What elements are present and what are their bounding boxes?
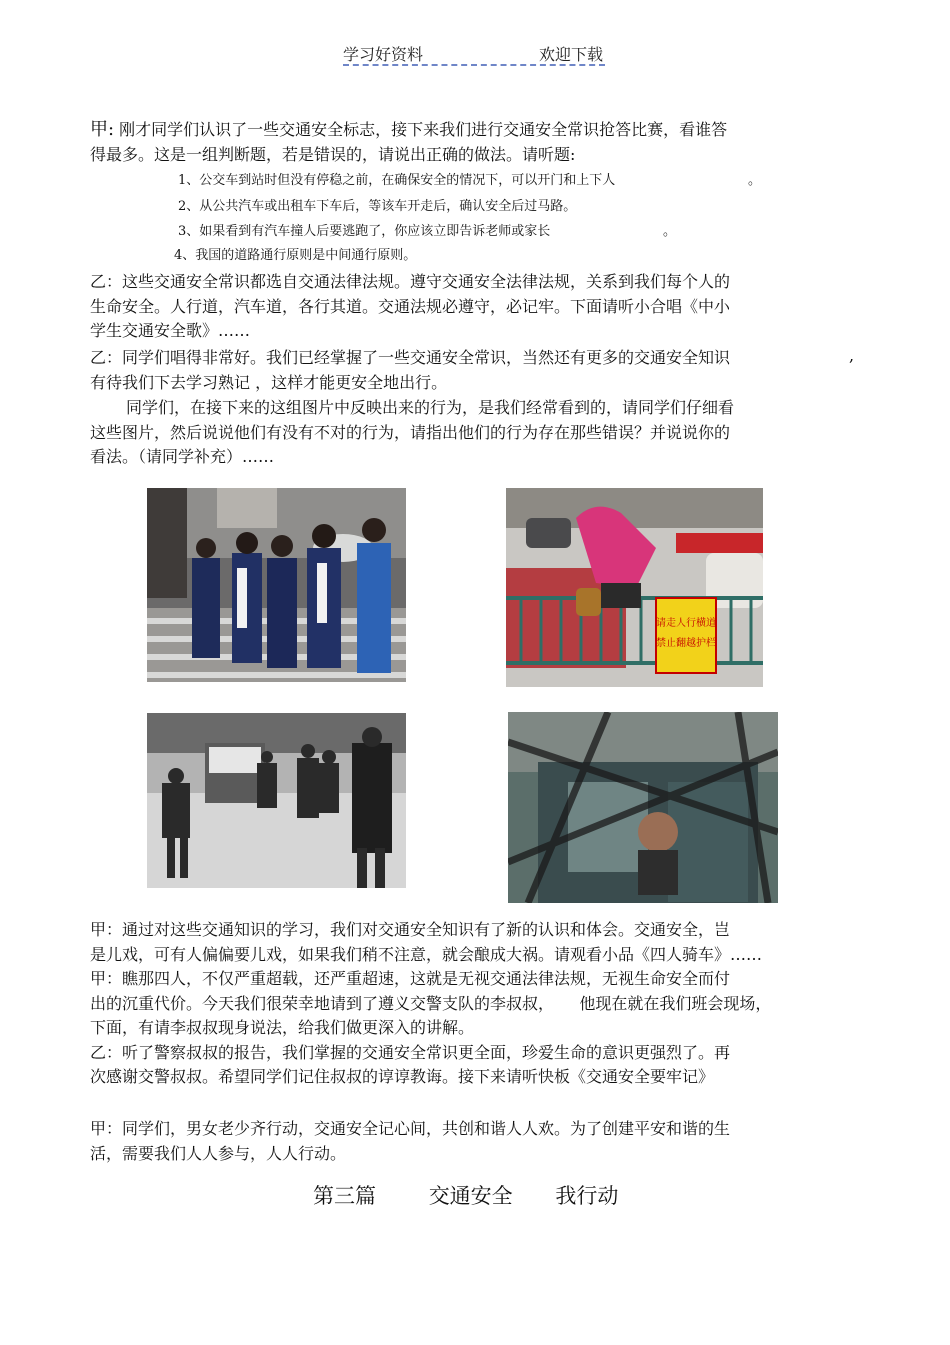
para5-line: 活，需要我们人人参与，人人行动。 [90, 1143, 347, 1163]
skaters-on-road-photo [147, 713, 406, 888]
para5-line: 甲：同学们，男女老少齐行动，交通安全记心间，共创和谐人人欢。为了创建平安和谐的生 [90, 1119, 731, 1138]
para1-line: 学生交通安全歌》…… [90, 321, 251, 340]
question-1-mark: 。 [748, 173, 762, 188]
paragraph-3 [90, 396, 865, 470]
para4-line: 乙：听了警察叔叔的报告，我们掌握的交通安全常识更全面，珍爱生命的意识更强烈了。再 [90, 1042, 731, 1062]
intro-line-1: 刚才同学们认识了一些交通安全标志，接下来我们进行交通安全常识抢答比赛，看谁答 [119, 120, 728, 139]
para2-line: 乙：同学们唱得非常好。我们已经掌握了一些交通安全常识，当然还有更多的交通安全知识 [90, 348, 731, 367]
paragraph-2 [90, 346, 865, 395]
header-left: 学习好资料 [343, 45, 424, 64]
para2-trailing-comma: , [849, 346, 855, 365]
para4-line: 下面，有请李叔叔现身说法，给我们做更深入的讲解。 [90, 1018, 475, 1037]
boy-leaning-out-bus-photo [508, 712, 778, 903]
intro-paragraph [90, 118, 865, 167]
woman-climbing-railing-photo [506, 488, 763, 687]
sign-text-2: 禁止翻越护栏 [656, 638, 716, 649]
header-right: 欢迎下载 [538, 45, 603, 64]
section-title-part-1: 第三篇 [313, 1184, 376, 1208]
question-4: 4、我国的道路通行原则是中间通行原则。 [174, 248, 417, 263]
para4-line: 是儿戏，可有人偏偏要儿戏，如果我们稍不注意，就会酿成大祸。请观看小品《四人骑车》…… [90, 944, 763, 964]
para2-line: 有待我们下去学习熟记 ，这样才能更安全地出行。 [90, 372, 448, 392]
para3-line: 同学们，在接下来的这组图片中反映出来的行为，是我们经常看到的，请同学们仔细看 [126, 398, 735, 417]
speaker-label: 甲: [90, 119, 115, 140]
paragraph-1 [90, 270, 865, 344]
para4-line: 甲：通过对这些交通知识的学习，我们对交通安全知识有了新的认识和体会。交通安全，岂 [90, 920, 731, 939]
question-1: 1、公交车到站时但没有停稳之前，在确保安全的情况下，可以开门和上下人 [178, 173, 616, 188]
para4-line: 甲：瞧那四人，不仅严重超载，还严重超速，这就是无视交通法律法规，无视生命安全而付 [90, 969, 731, 988]
para4-line: 出的沉重代价。今天我们很荣幸地请到了遵义交警支队的李叔叔， 他现在就在我们班会现场， [90, 993, 772, 1013]
paragraph-5 [90, 1117, 865, 1166]
para1-line: 生命安全。人行道，汽车道，各行其道。交通法规必遵守，必记牢。下面请听小合唱《中小 [90, 296, 731, 316]
sign-text-1: 请走人行横道 [656, 618, 716, 629]
question-3: 3、如果看到有汽车撞人后要逃跑了，你应该立即告诉老师或家长 [178, 224, 551, 239]
para1-line: 乙：这些交通安全常识都选自交通法律法规。遵守交通安全法律法规，关系到我们每个人的 [90, 272, 731, 291]
intro-line-2: 得最多。这是一组判断题，若是错误的，请说出正确的做法。请听题: [90, 144, 576, 164]
page-header [343, 42, 605, 66]
para3-line: 这些图片，然后说说他们有没有不对的行为，请指出他们的行为存在那些错误？并说说你的 [90, 422, 731, 442]
section-title [313, 1180, 618, 1210]
section-title-part-2: 交通安全 [428, 1184, 513, 1208]
section-title-part-3: 我行动 [555, 1184, 619, 1208]
paragraph-4 [90, 918, 865, 1090]
para3-line: 看法。（请同学补充）…… [90, 447, 275, 466]
question-2: 2、从公共汽车或出租车下车后，等该车开走后，确认安全后过马路。 [178, 199, 577, 214]
students-crossing-photo [147, 488, 406, 682]
question-3-mark: 。 [663, 224, 677, 239]
para4-line: 次感谢交警叔叔。希望同学们记住叔叔的谆谆教诲。接下来请听快板《交通安全要牢记》 [90, 1067, 715, 1086]
